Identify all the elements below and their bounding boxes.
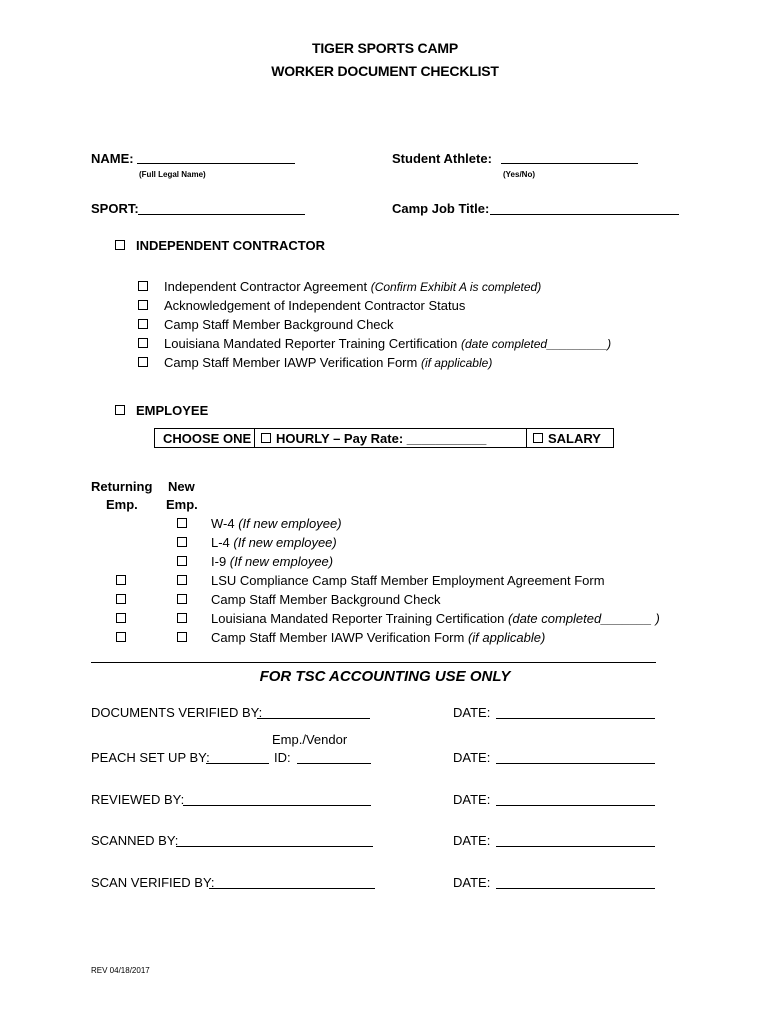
emp-item: LSU Compliance Camp Staff Member Employment Agreement Form: [211, 573, 605, 588]
ic-item-checkbox[interactable]: [138, 338, 148, 348]
scan-verified-by-field[interactable]: [209, 876, 375, 889]
id-label: ID:: [274, 750, 291, 765]
ic-item: Camp Staff Member IAWP Verification Form (if applicable): [164, 355, 493, 370]
returning-emp-checkbox[interactable]: [116, 575, 126, 585]
new-emp-checkbox[interactable]: [177, 575, 187, 585]
new-emp-checkbox[interactable]: [177, 556, 187, 566]
id-field[interactable]: [297, 751, 371, 764]
emp-item: L-4 (If new employee): [211, 535, 337, 550]
name-hint: (Full Legal Name): [139, 170, 206, 179]
date-label: DATE:: [453, 792, 491, 807]
emp-item: W-4 (If new employee): [211, 516, 342, 531]
emp-item: I-9 (If new employee): [211, 554, 334, 569]
date-field[interactable]: [496, 793, 655, 806]
peach-set-up-by-field[interactable]: [206, 751, 269, 764]
ic-item-checkbox[interactable]: [138, 319, 148, 329]
date-label: DATE:: [453, 833, 491, 848]
ic-item-checkbox[interactable]: [138, 281, 148, 291]
salary-label: SALARY: [548, 430, 601, 446]
hourly-checkbox[interactable]: [261, 433, 271, 443]
date-field[interactable]: [496, 834, 655, 847]
date-label: DATE:: [453, 750, 491, 765]
scan-verified-by-label: SCAN VERIFIED BY:: [91, 875, 215, 890]
employee-checkbox[interactable]: [115, 405, 125, 415]
student-athlete-label: Student Athlete:: [392, 151, 492, 166]
sport-label: SPORT:: [91, 201, 139, 216]
date-field[interactable]: [496, 876, 655, 889]
returning-emp-checkbox[interactable]: [116, 594, 126, 604]
reviewed-by-field[interactable]: [183, 793, 371, 806]
hourly-label: HOURLY – Pay Rate: ___________: [276, 430, 487, 446]
independent-contractor-heading: INDEPENDENT CONTRACTOR: [136, 238, 325, 253]
col-returning-line2: Emp.: [106, 497, 138, 512]
returning-emp-checkbox[interactable]: [116, 613, 126, 623]
new-emp-checkbox[interactable]: [177, 537, 187, 547]
salary-option[interactable]: [527, 429, 613, 447]
ic-item-checkbox[interactable]: [138, 300, 148, 310]
peach-set-up-by-label: PEACH SET UP BY:: [91, 750, 210, 765]
name-field[interactable]: [137, 152, 295, 164]
date-field[interactable]: [496, 706, 655, 719]
emp-item: Camp Staff Member IAWP Verification Form (if applicable): [211, 630, 546, 645]
ic-item: Acknowledgement of Independent Contractor Status: [164, 298, 466, 313]
new-emp-checkbox[interactable]: [177, 632, 187, 642]
employee-heading: EMPLOYEE: [136, 403, 209, 418]
choose-one-cell: CHOOSE ONE: [155, 429, 255, 447]
documents-verified-by-field[interactable]: [257, 706, 370, 719]
date-field[interactable]: [496, 751, 655, 764]
ic-item-checkbox[interactable]: [138, 357, 148, 367]
student-athlete-field[interactable]: [501, 152, 638, 164]
student-athlete-hint: (Yes/No): [503, 170, 536, 179]
returning-emp-checkbox[interactable]: [116, 632, 126, 642]
camp-job-title-label: Camp Job Title:: [392, 201, 490, 216]
col-new-line1: New: [168, 479, 195, 494]
date-label: DATE:: [453, 705, 491, 720]
ic-item: Camp Staff Member Background Check: [164, 317, 394, 332]
new-emp-checkbox[interactable]: [177, 594, 187, 604]
camp-job-title-field[interactable]: [490, 202, 679, 215]
scanned-by-label: SCANNED BY:: [91, 833, 179, 848]
accounting-heading: FOR TSC ACCOUNTING USE ONLY: [259, 668, 511, 685]
scanned-by-field[interactable]: [176, 834, 373, 847]
independent-contractor-checkbox[interactable]: [115, 240, 125, 250]
name-label: NAME:: [91, 151, 134, 166]
documents-verified-by-label: DOCUMENTS VERIFIED BY:: [91, 705, 263, 720]
new-emp-checkbox[interactable]: [177, 518, 187, 528]
hourly-option[interactable]: [255, 429, 527, 447]
salary-checkbox[interactable]: [533, 433, 543, 443]
emp-vendor-label: Emp./Vendor: [272, 732, 348, 747]
doc-title-line1: TIGER SPORTS CAMP: [312, 40, 458, 56]
reviewed-by-label: REVIEWED BY:: [91, 792, 185, 807]
ic-item: Independent Contractor Agreement (Confirm Exhibit A is completed): [164, 279, 542, 294]
emp-item: Camp Staff Member Background Check: [211, 592, 441, 607]
col-returning-line1: Returning: [91, 479, 153, 494]
new-emp-checkbox[interactable]: [177, 613, 187, 623]
revision-footer: REV 04/18/2017: [91, 966, 150, 975]
emp-item: Louisiana Mandated Reporter Training Certification (date completed_______ ): [211, 611, 660, 626]
col-new-line2: Emp.: [166, 497, 198, 512]
date-label: DATE:: [453, 875, 491, 890]
pay-type-table: [154, 428, 614, 448]
section-divider: [91, 662, 656, 663]
sport-field[interactable]: [138, 202, 305, 215]
ic-item: Louisiana Mandated Reporter Training Certification (date completed_________): [164, 336, 612, 351]
doc-title-line2: WORKER DOCUMENT CHECKLIST: [271, 63, 499, 79]
